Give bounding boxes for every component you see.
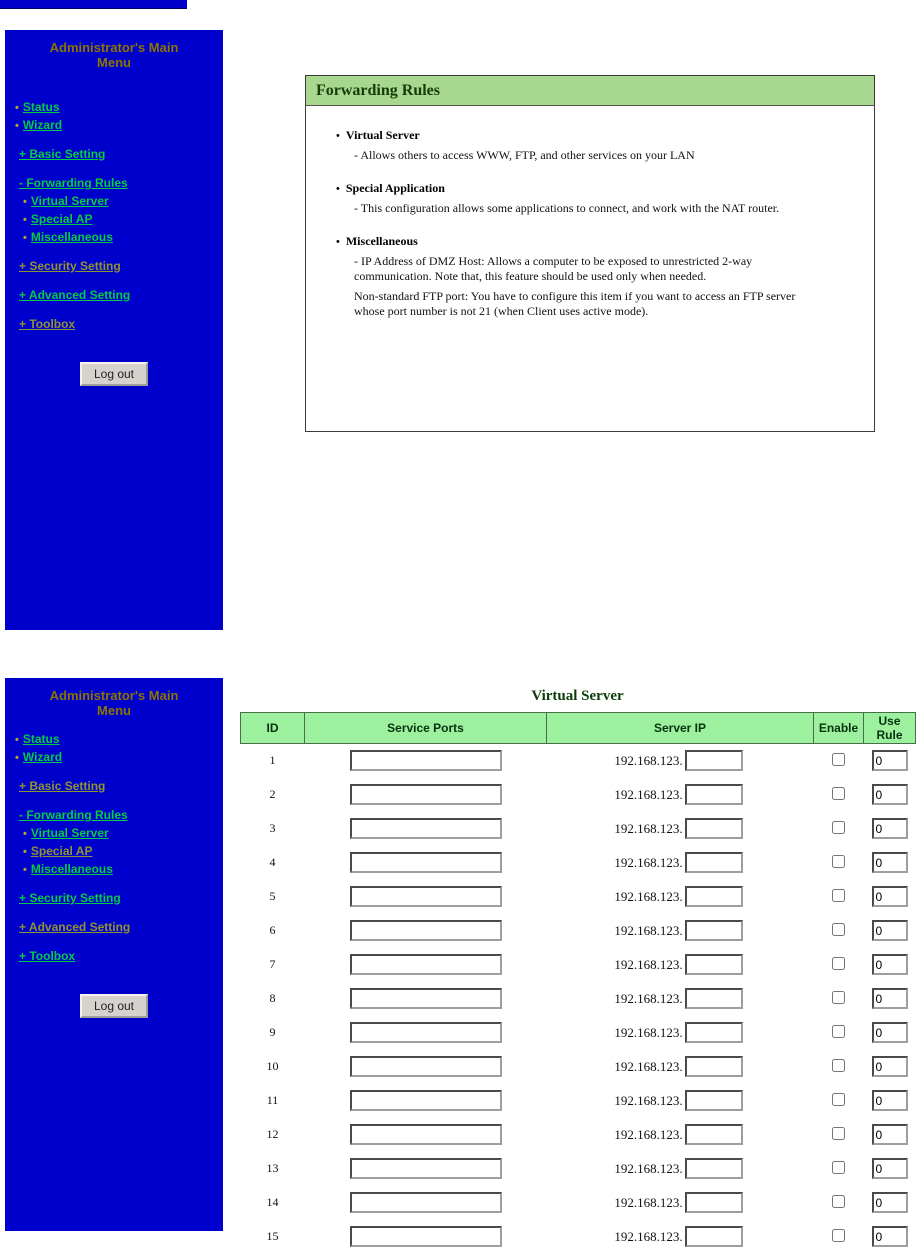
enable-checkbox[interactable] bbox=[832, 1025, 845, 1038]
enable-checkbox[interactable] bbox=[832, 1161, 845, 1174]
server-ip-suffix-input[interactable] bbox=[685, 1226, 743, 1247]
server-ip-suffix-input[interactable] bbox=[685, 1192, 743, 1213]
row-id: 3 bbox=[269, 821, 276, 835]
section-description: - Allows others to access WWW, FTP, and other services on your LAN bbox=[354, 148, 695, 162]
forwarding-rules-panel bbox=[305, 75, 875, 432]
use-rule-input[interactable] bbox=[872, 1124, 908, 1145]
service-ports-input[interactable] bbox=[350, 750, 502, 771]
enable-cell bbox=[814, 812, 864, 846]
virtual-server-row bbox=[241, 1016, 916, 1050]
server-ip-prefix: 192.168.123. bbox=[614, 888, 683, 904]
server-ip-cell bbox=[547, 744, 814, 778]
use-rule-cell bbox=[864, 948, 916, 982]
server-ip-prefix: 192.168.123. bbox=[614, 820, 683, 836]
use-rule-cell bbox=[864, 1152, 916, 1186]
enable-cell bbox=[814, 1186, 864, 1220]
sidebar-link[interactable]: + Basic Setting bbox=[19, 779, 106, 793]
service-ports-input[interactable] bbox=[350, 1124, 502, 1145]
sidebar-item bbox=[5, 230, 223, 245]
top-blue-strip bbox=[0, 0, 187, 9]
row-id: 2 bbox=[269, 787, 276, 801]
sidebar-link[interactable]: + Basic Setting bbox=[19, 147, 106, 161]
server-ip-suffix-input[interactable] bbox=[685, 1090, 743, 1111]
virtual-server-row bbox=[241, 1186, 916, 1220]
server-ip-cell bbox=[547, 948, 814, 982]
sidebar-item bbox=[5, 891, 223, 906]
enable-cell bbox=[814, 982, 864, 1016]
sidebar bbox=[5, 678, 223, 1231]
sidebar-link[interactable]: + Toolbox bbox=[19, 949, 76, 963]
service-ports-cell bbox=[305, 1118, 547, 1152]
rule-section bbox=[336, 128, 844, 163]
enable-checkbox[interactable] bbox=[832, 753, 845, 766]
row-id: 14 bbox=[266, 1195, 279, 1209]
enable-checkbox[interactable] bbox=[832, 889, 845, 902]
virtual-server-row bbox=[241, 1050, 916, 1084]
rule-section-heading bbox=[336, 181, 844, 196]
use-rule-cell bbox=[864, 1050, 916, 1084]
enable-cell bbox=[814, 1152, 864, 1186]
sidebar-link[interactable]: Status bbox=[22, 732, 60, 746]
use-rule-cell bbox=[864, 914, 916, 948]
virtual-server-row bbox=[241, 744, 916, 778]
section-heading-text: Miscellaneous bbox=[345, 234, 418, 248]
service-ports-cell bbox=[305, 778, 547, 812]
row-id: 7 bbox=[269, 957, 276, 971]
virtual-server-title: Virtual Server bbox=[531, 688, 624, 704]
table-body bbox=[241, 744, 916, 1254]
server-ip-suffix-input[interactable] bbox=[685, 1022, 743, 1043]
service-ports-input[interactable] bbox=[350, 1158, 502, 1179]
virtual-server-row bbox=[241, 1084, 916, 1118]
virtual-server-row bbox=[241, 982, 916, 1016]
service-ports-input[interactable] bbox=[350, 954, 502, 975]
sidebar-link[interactable]: Wizard bbox=[22, 118, 63, 132]
service-ports-input[interactable] bbox=[350, 988, 502, 1009]
server-ip-suffix-input[interactable] bbox=[685, 750, 743, 771]
use-rule-input[interactable] bbox=[872, 1192, 908, 1213]
sidebar-link[interactable]: Special AP bbox=[30, 844, 93, 858]
sidebar-link[interactable]: + Advanced Setting bbox=[19, 920, 131, 934]
use-rule-cell bbox=[864, 1118, 916, 1152]
service-ports-input[interactable] bbox=[350, 1226, 502, 1247]
service-ports-input[interactable] bbox=[350, 1090, 502, 1111]
server-ip-cell bbox=[547, 880, 814, 914]
enable-cell bbox=[814, 1016, 864, 1050]
forwarding-rules-body bbox=[306, 106, 874, 319]
server-ip-prefix: 192.168.123. bbox=[614, 922, 683, 938]
service-ports-cell bbox=[305, 1186, 547, 1220]
use-rule-cell bbox=[864, 1084, 916, 1118]
service-ports-cell bbox=[305, 1220, 547, 1254]
sidebar-link[interactable]: - Forwarding Rules bbox=[19, 808, 128, 822]
enable-checkbox[interactable] bbox=[832, 1059, 845, 1072]
service-ports-cell bbox=[305, 1050, 547, 1084]
use-rule-input[interactable] bbox=[872, 784, 908, 805]
use-rule-cell bbox=[864, 1220, 916, 1254]
rule-section-heading bbox=[336, 234, 844, 249]
sidebar-item bbox=[5, 808, 223, 823]
service-ports-input[interactable] bbox=[350, 1056, 502, 1077]
sidebar-link[interactable]: Virtual Server bbox=[30, 826, 109, 840]
bullet-icon: • bbox=[23, 196, 27, 208]
sidebar-link[interactable]: Wizard bbox=[22, 750, 63, 764]
section-description: - IP Address of DMZ Host: Allows a computer to be exposed to unrestricted 2-way communication. Note that, this feature should be used only when needed. bbox=[354, 254, 753, 283]
use-rule-input[interactable] bbox=[872, 1056, 908, 1077]
service-ports-input[interactable] bbox=[350, 920, 502, 941]
row-id: 15 bbox=[266, 1229, 279, 1243]
server-ip-cell bbox=[547, 1152, 814, 1186]
sidebar-link[interactable]: Miscellaneous bbox=[30, 230, 113, 244]
enable-checkbox[interactable] bbox=[832, 855, 845, 868]
virtual-server-row bbox=[241, 812, 916, 846]
sidebar-item bbox=[5, 118, 223, 133]
use-rule-input[interactable] bbox=[872, 886, 908, 907]
sidebar-link[interactable]: - Forwarding Rules bbox=[19, 176, 128, 190]
server-ip-suffix-input[interactable] bbox=[685, 818, 743, 839]
server-ip-suffix-input[interactable] bbox=[685, 920, 743, 941]
forwarding-rules-title: Forwarding Rules bbox=[306, 76, 874, 106]
sidebar-item bbox=[5, 949, 223, 964]
sidebar-menu bbox=[5, 732, 223, 964]
server-ip-cell bbox=[547, 1220, 814, 1254]
use-rule-cell bbox=[864, 880, 916, 914]
use-rule-input[interactable] bbox=[872, 1226, 908, 1247]
virtual-server-row bbox=[241, 1152, 916, 1186]
sidebar-link[interactable]: + Toolbox bbox=[19, 317, 76, 331]
logout-button[interactable]: Log out bbox=[80, 994, 148, 1018]
sidebar-item bbox=[5, 259, 223, 274]
column-header: Use Rule bbox=[864, 713, 916, 744]
virtual-server-row bbox=[241, 914, 916, 948]
server-ip-cell bbox=[547, 1186, 814, 1220]
section-bullet-icon: • bbox=[336, 183, 340, 195]
server-ip-prefix: 192.168.123. bbox=[614, 1126, 683, 1142]
server-ip-suffix-input[interactable] bbox=[685, 784, 743, 805]
row-id: 6 bbox=[269, 923, 276, 937]
server-ip-cell bbox=[547, 1118, 814, 1152]
sidebar-link[interactable]: Status bbox=[22, 100, 60, 114]
enable-checkbox[interactable] bbox=[832, 991, 845, 1004]
sidebar-item bbox=[5, 317, 223, 332]
virtual-server-row bbox=[241, 1118, 916, 1152]
use-rule-cell bbox=[864, 778, 916, 812]
server-ip-cell bbox=[547, 812, 814, 846]
use-rule-cell bbox=[864, 744, 916, 778]
enable-checkbox[interactable] bbox=[832, 1127, 845, 1140]
use-rule-input[interactable] bbox=[872, 852, 908, 873]
sidebar-item bbox=[5, 844, 223, 859]
sidebar-item bbox=[5, 194, 223, 209]
section-description: - This configuration allows some applications to connect, and work with the NAT router. bbox=[354, 201, 780, 215]
service-ports-input[interactable] bbox=[350, 818, 502, 839]
section-bullet-icon: • bbox=[336, 236, 340, 248]
use-rule-cell bbox=[864, 1016, 916, 1050]
service-ports-cell bbox=[305, 1016, 547, 1050]
virtual-server-row bbox=[241, 846, 916, 880]
enable-cell bbox=[814, 1084, 864, 1118]
sidebar-title: Administrator's Main Menu bbox=[49, 688, 179, 718]
use-rule-cell bbox=[864, 846, 916, 880]
service-ports-cell bbox=[305, 880, 547, 914]
enable-cell bbox=[814, 1118, 864, 1152]
sidebar-link[interactable]: + Security Setting bbox=[19, 891, 121, 905]
enable-cell bbox=[814, 1050, 864, 1084]
rule-section bbox=[336, 234, 844, 319]
server-ip-suffix-input[interactable] bbox=[685, 954, 743, 975]
enable-cell bbox=[814, 744, 864, 778]
server-ip-suffix-input[interactable] bbox=[685, 1158, 743, 1179]
service-ports-cell bbox=[305, 812, 547, 846]
row-id: 12 bbox=[266, 1127, 279, 1141]
server-ip-cell bbox=[547, 914, 814, 948]
enable-checkbox[interactable] bbox=[832, 957, 845, 970]
use-rule-cell bbox=[864, 1186, 916, 1220]
column-header: Server IP bbox=[547, 713, 814, 744]
bullet-icon: • bbox=[15, 120, 19, 132]
sidebar-item bbox=[5, 826, 223, 841]
bullet-icon: • bbox=[15, 752, 19, 764]
virtual-server-row bbox=[241, 1220, 916, 1254]
server-ip-suffix-input[interactable] bbox=[685, 988, 743, 1009]
service-ports-cell bbox=[305, 948, 547, 982]
sidebar-item bbox=[5, 750, 223, 765]
bullet-icon: • bbox=[23, 828, 27, 840]
sidebar-item bbox=[5, 779, 223, 794]
column-header: Enable bbox=[814, 713, 864, 744]
section-lines bbox=[336, 148, 844, 163]
enable-cell bbox=[814, 846, 864, 880]
row-id: 13 bbox=[266, 1161, 279, 1175]
service-ports-input[interactable] bbox=[350, 784, 502, 805]
service-ports-cell bbox=[305, 1152, 547, 1186]
enable-checkbox[interactable] bbox=[832, 821, 845, 834]
sidebar-link[interactable]: + Security Setting bbox=[19, 259, 121, 273]
server-ip-cell bbox=[547, 982, 814, 1016]
enable-cell bbox=[814, 914, 864, 948]
server-ip-cell bbox=[547, 1016, 814, 1050]
sidebar-link[interactable]: + Advanced Setting bbox=[19, 288, 131, 302]
use-rule-cell bbox=[864, 812, 916, 846]
use-rule-input[interactable] bbox=[872, 750, 908, 771]
row-id: 8 bbox=[269, 991, 276, 1005]
enable-cell bbox=[814, 778, 864, 812]
virtual-server-row bbox=[241, 880, 916, 914]
use-rule-cell bbox=[864, 982, 916, 1016]
use-rule-input[interactable] bbox=[872, 954, 908, 975]
enable-checkbox[interactable] bbox=[832, 1229, 845, 1242]
server-ip-prefix: 192.168.123. bbox=[614, 1058, 683, 1074]
enable-checkbox[interactable] bbox=[832, 923, 845, 936]
use-rule-input[interactable] bbox=[872, 1022, 908, 1043]
server-ip-suffix-input[interactable] bbox=[685, 1056, 743, 1077]
sidebar-item bbox=[5, 212, 223, 227]
bullet-icon: • bbox=[23, 214, 27, 226]
row-id: 5 bbox=[269, 889, 276, 903]
sidebar-link[interactable]: Virtual Server bbox=[30, 194, 109, 208]
service-ports-input[interactable] bbox=[350, 852, 502, 873]
table-header-row bbox=[241, 713, 916, 744]
row-id: 11 bbox=[266, 1093, 279, 1107]
server-ip-prefix: 192.168.123. bbox=[614, 956, 683, 972]
service-ports-cell bbox=[305, 914, 547, 948]
use-rule-input[interactable] bbox=[872, 818, 908, 839]
sidebar-item bbox=[5, 176, 223, 191]
row-id: 10 bbox=[266, 1059, 279, 1073]
logout-button[interactable]: Log out bbox=[80, 362, 148, 386]
column-header: ID bbox=[241, 713, 305, 744]
server-ip-suffix-input[interactable] bbox=[685, 886, 743, 907]
server-ip-cell bbox=[547, 846, 814, 880]
service-ports-cell bbox=[305, 846, 547, 880]
server-ip-prefix: 192.168.123. bbox=[614, 1160, 683, 1176]
server-ip-cell bbox=[547, 778, 814, 812]
server-ip-cell bbox=[547, 1084, 814, 1118]
enable-cell bbox=[814, 1220, 864, 1254]
enable-checkbox[interactable] bbox=[832, 1195, 845, 1208]
server-ip-prefix: 192.168.123. bbox=[614, 752, 683, 768]
sidebar-menu bbox=[5, 100, 223, 332]
service-ports-input[interactable] bbox=[350, 886, 502, 907]
server-ip-suffix-input[interactable] bbox=[685, 1124, 743, 1145]
sidebar-item bbox=[5, 732, 223, 747]
server-ip-suffix-input[interactable] bbox=[685, 852, 743, 873]
enable-checkbox[interactable] bbox=[832, 787, 845, 800]
service-ports-cell bbox=[305, 744, 547, 778]
section-heading-text: Virtual Server bbox=[345, 128, 420, 142]
bullet-icon: • bbox=[23, 846, 27, 858]
service-ports-cell bbox=[305, 982, 547, 1016]
bullet-icon: • bbox=[15, 734, 19, 746]
virtual-server-row bbox=[241, 948, 916, 982]
server-ip-prefix: 192.168.123. bbox=[614, 1024, 683, 1040]
row-id: 4 bbox=[269, 855, 276, 869]
server-ip-prefix: 192.168.123. bbox=[614, 1194, 683, 1210]
column-header: Service Ports bbox=[305, 713, 547, 744]
server-ip-prefix: 192.168.123. bbox=[614, 1092, 683, 1108]
use-rule-input[interactable] bbox=[872, 988, 908, 1009]
sidebar-item bbox=[5, 920, 223, 935]
sidebar-link[interactable]: Miscellaneous bbox=[30, 862, 113, 876]
section-lines bbox=[336, 254, 844, 319]
section-bullet-icon: • bbox=[336, 130, 340, 142]
section-lines bbox=[336, 201, 844, 216]
section-heading-text: Special Application bbox=[345, 181, 445, 195]
use-rule-input[interactable] bbox=[872, 1158, 908, 1179]
virtual-server-row bbox=[241, 778, 916, 812]
server-ip-prefix: 192.168.123. bbox=[614, 990, 683, 1006]
rule-section bbox=[336, 181, 844, 216]
sidebar-item bbox=[5, 100, 223, 115]
sidebar-item bbox=[5, 862, 223, 877]
enable-checkbox[interactable] bbox=[832, 1093, 845, 1106]
row-id: 9 bbox=[269, 1025, 276, 1039]
use-rule-input[interactable] bbox=[872, 920, 908, 941]
rule-section-heading bbox=[336, 128, 844, 143]
enable-cell bbox=[814, 880, 864, 914]
sidebar-item bbox=[5, 147, 223, 162]
service-ports-cell bbox=[305, 1084, 547, 1118]
server-ip-prefix: 192.168.123. bbox=[614, 786, 683, 802]
section-description: Non-standard FTP port: You have to configure this item if you want to access an FTP server whose port number is not 21 (when Client uses active mode). bbox=[354, 289, 796, 318]
service-ports-input[interactable] bbox=[350, 1192, 502, 1213]
server-ip-prefix: 192.168.123. bbox=[614, 1228, 683, 1244]
sidebar-link[interactable]: Special AP bbox=[30, 212, 93, 226]
virtual-server-table bbox=[240, 712, 916, 1254]
bullet-icon: • bbox=[23, 864, 27, 876]
bullet-icon: • bbox=[15, 102, 19, 114]
sidebar bbox=[5, 30, 223, 630]
row-id: 1 bbox=[269, 753, 276, 768]
bullet-icon: • bbox=[23, 232, 27, 244]
enable-cell bbox=[814, 948, 864, 982]
sidebar-item bbox=[5, 288, 223, 303]
server-ip-cell bbox=[547, 1050, 814, 1084]
sidebar-title: Administrator's Main Menu bbox=[49, 40, 179, 70]
use-rule-input[interactable] bbox=[872, 1090, 908, 1111]
service-ports-input[interactable] bbox=[350, 1022, 502, 1043]
server-ip-prefix: 192.168.123. bbox=[614, 854, 683, 870]
